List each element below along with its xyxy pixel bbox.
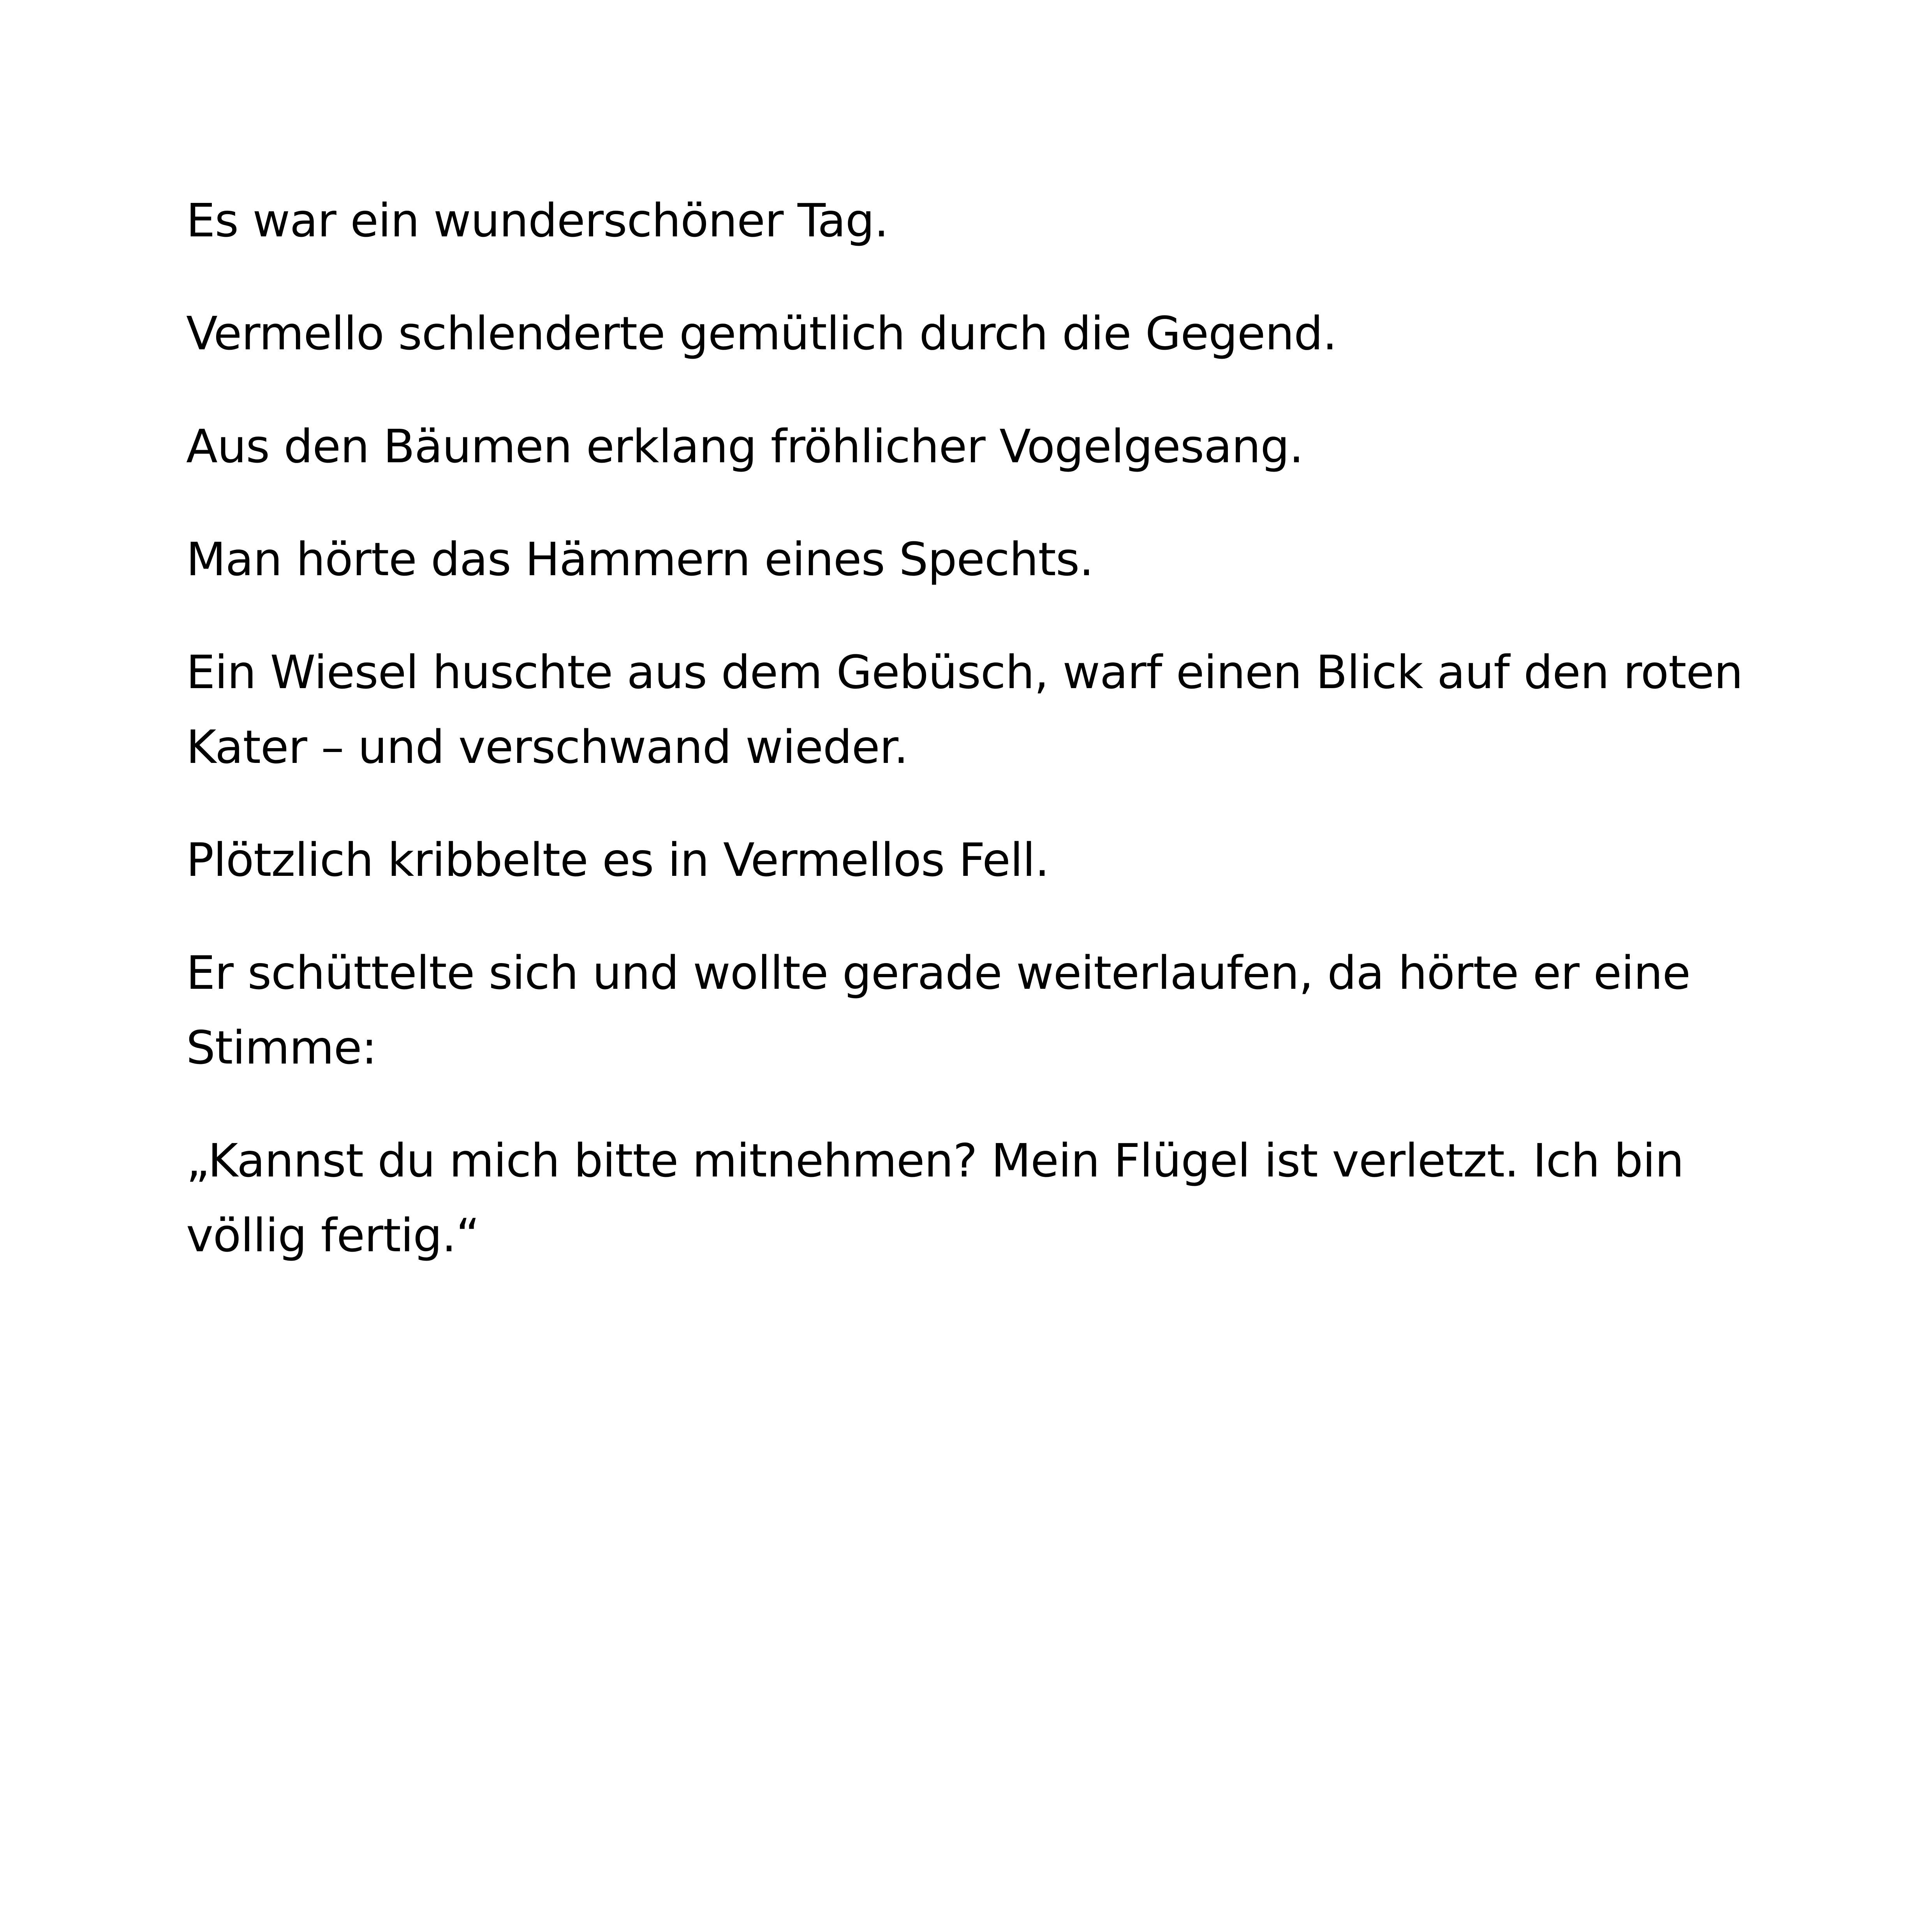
paragraph-6: Plötzlich kribbelte es in Vermellos Fell. — [186, 833, 1049, 887]
paragraph-8: „Kannst du mich bitte mitnehmen? Mein Flügel ist verletzt. Ich bin völlig fertig.“ — [186, 1134, 1684, 1262]
paragraph-3: Aus den Bäumen erklang fröhlicher Vogelgesang. — [186, 419, 1303, 473]
paragraph-2: Vermello schlenderte gemütlich durch die Gegend. — [186, 306, 1337, 360]
story-text — [186, 183, 1744, 1311]
paragraph-7: Er schüttelte sich und wollte gerade weiterlaufen, da hörte er eine Stimme: — [186, 946, 1691, 1074]
paragraph-5: Ein Wiesel huschte aus dem Gebüsch, warf einen Blick auf den roten Kater – und verschwand wieder. — [186, 645, 1743, 774]
paragraph-1: Es war ein wunderschöner Tag. — [186, 194, 889, 247]
paragraph-4: Man hörte das Hämmern eines Spechts. — [186, 532, 1094, 586]
